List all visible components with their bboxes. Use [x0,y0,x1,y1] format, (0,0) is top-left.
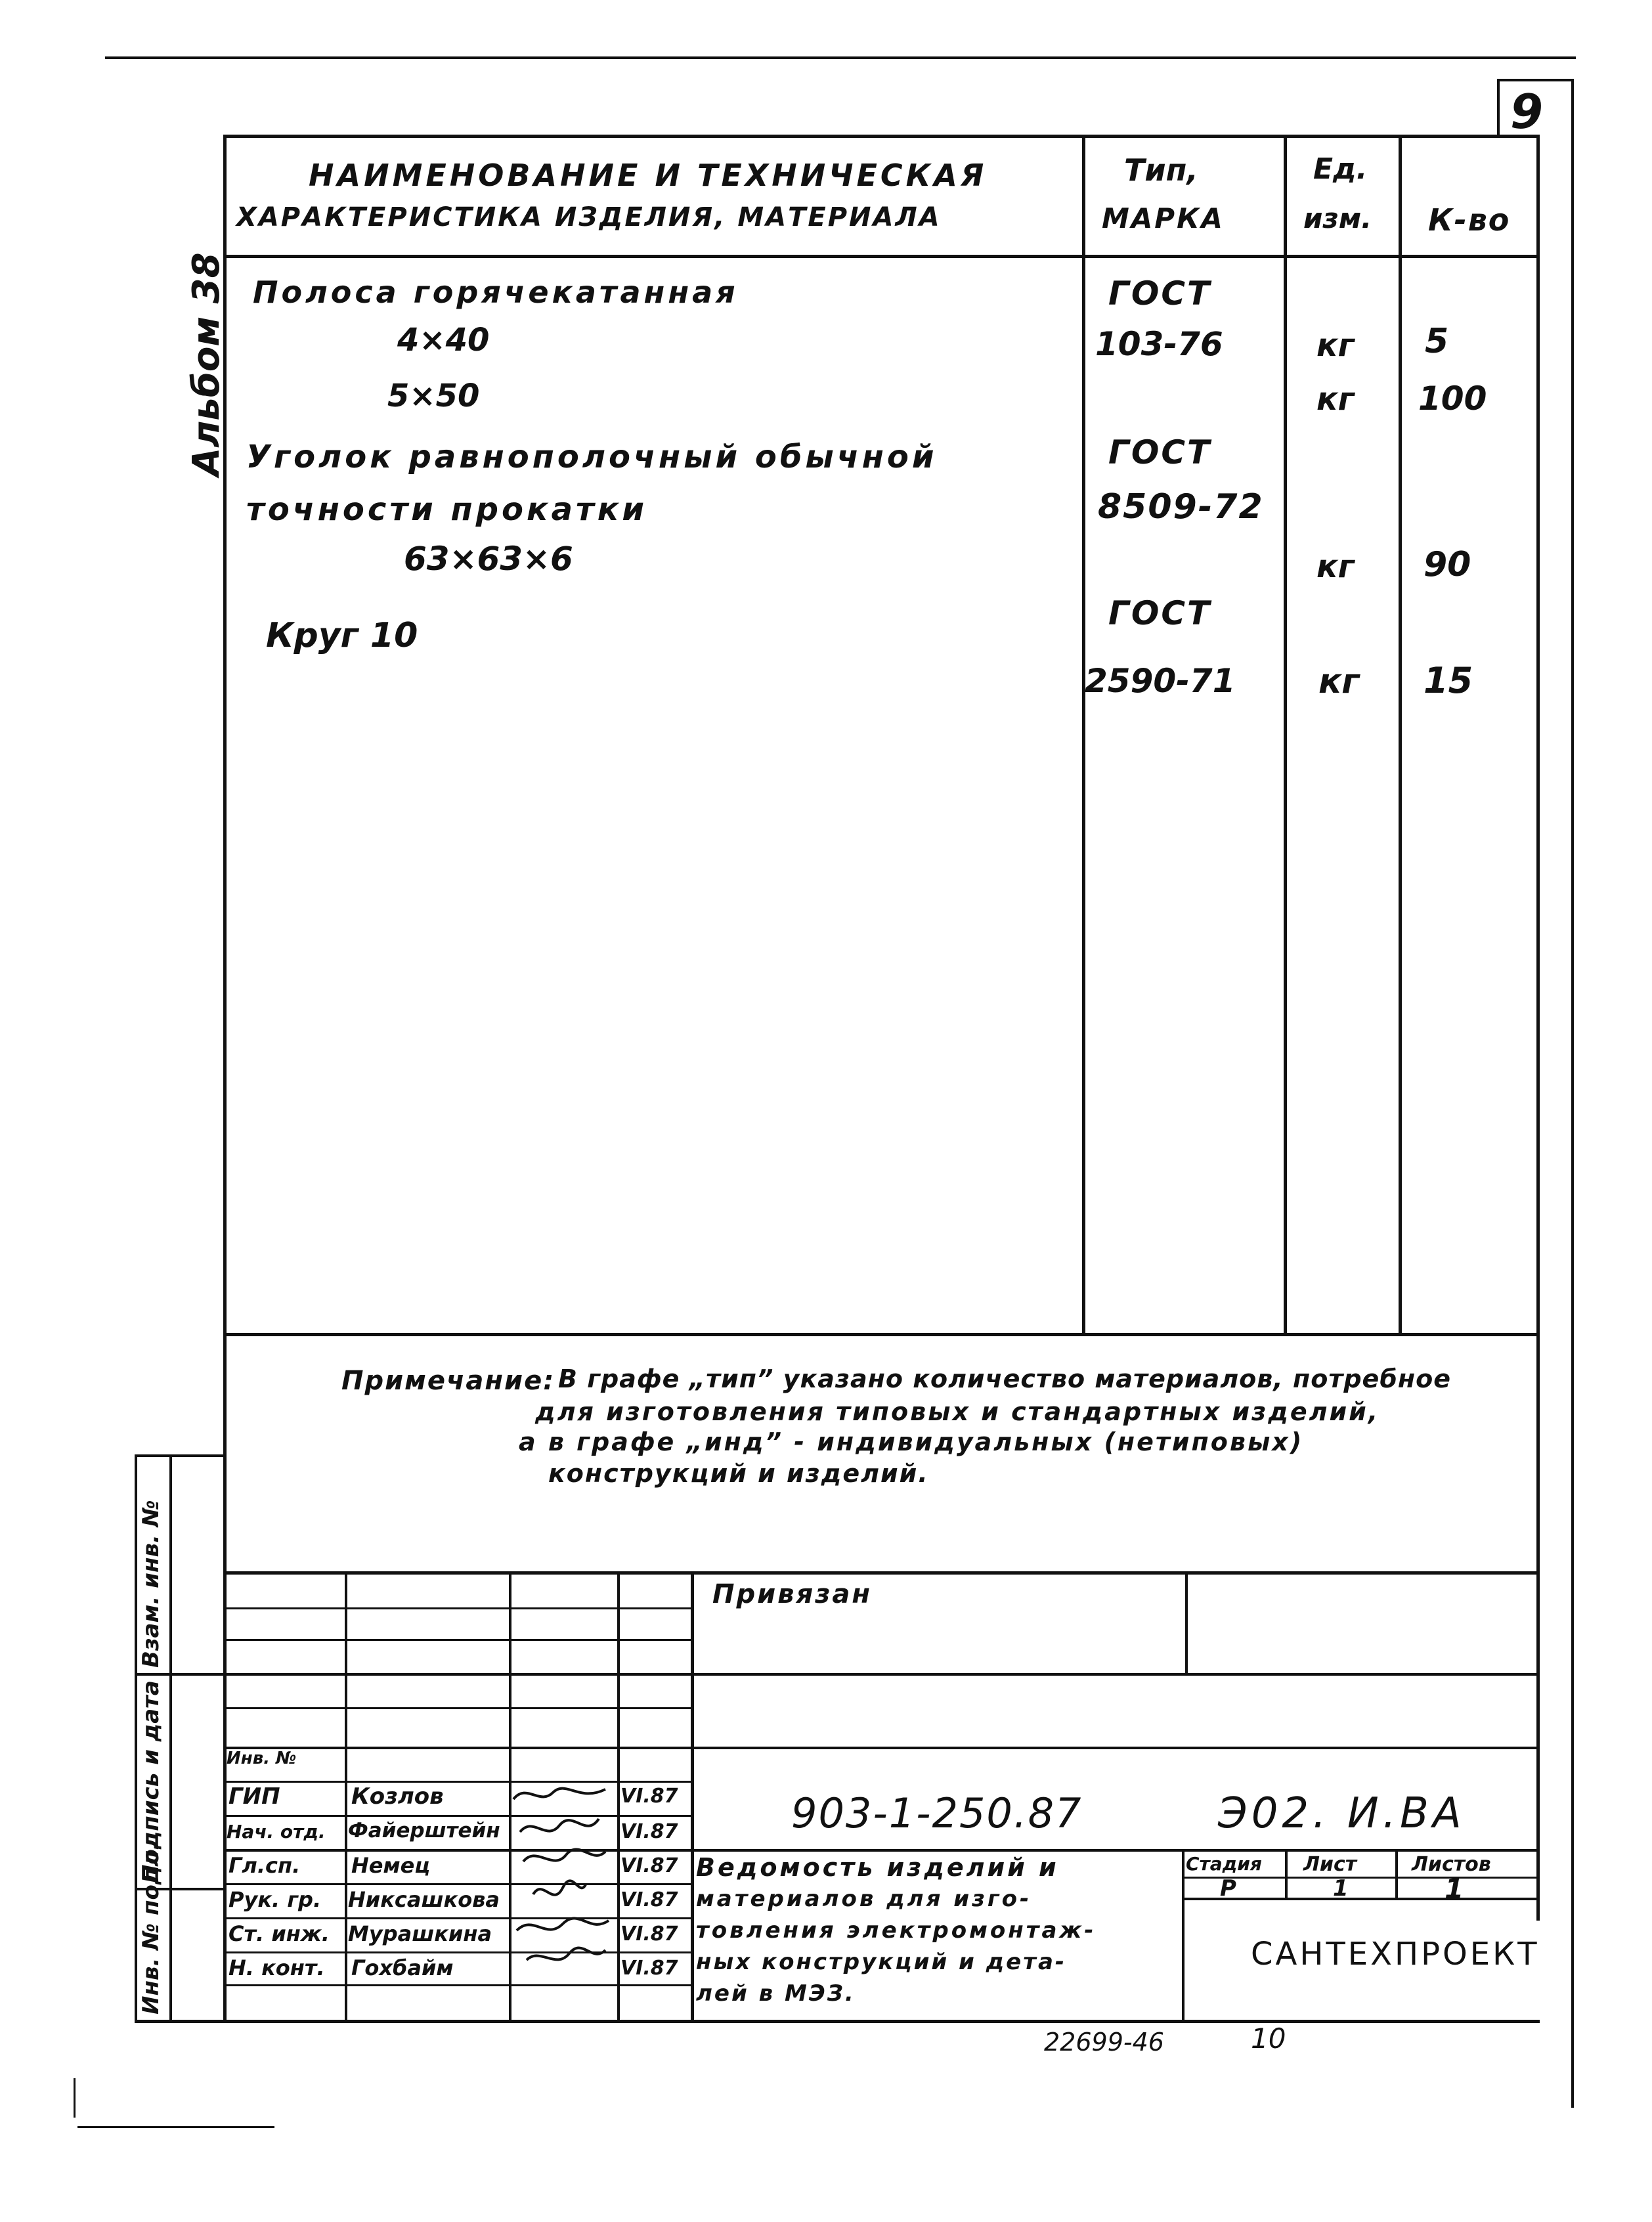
stamp-row-line-h [223,1849,1540,1852]
stamp-sheet-value: 1 [1333,1875,1349,1902]
header-type-line2: МАРКА [1102,202,1225,234]
stamp-row-line-b [223,1639,693,1641]
row6-name: 63×63×6 [404,540,573,578]
signer-name-1: Файерштейн [348,1819,500,1842]
row7-type: ГОСТ [1108,594,1212,632]
signer-role-1: Нач. отд. [227,1821,326,1842]
stamp-title-line2: материалов для изго- [696,1886,1032,1912]
note-label: Примечание: [341,1366,555,1396]
corner-mark-vertical [74,2078,76,2118]
note-top-line [223,1333,1540,1336]
side-stamp-left-line [135,1454,137,2022]
row6-unit: кг [1316,548,1355,585]
signer-name-2: Немец [351,1853,431,1878]
stamp-stage-div1 [1285,1849,1288,1899]
col-qty-divider [1399,135,1402,1336]
signer-name-5: Гохбайм [351,1955,454,1980]
side-label-podpis: Подпись и дата [138,1680,164,1883]
side-stamp-div1 [135,1673,225,1676]
side-label-vzam: Взам. инв. № [138,1500,164,1668]
signer-date-2: VI.87 [620,1854,678,1877]
signer-name-0: Козлов [351,1783,444,1810]
stamp-top-line [223,1571,1540,1575]
stamp-stage-label: Стадия [1186,1853,1262,1875]
stamp-title-line1: Ведомость изделий и [696,1853,1059,1882]
stamp-code: 903-1-250.87 [791,1789,1083,1837]
stamp-privyazan-divider [1185,1571,1188,1675]
row8-type: 2590-71 [1085,662,1236,700]
table-outer-right-line [1536,135,1540,1921]
row3-qty: 100 [1418,380,1487,418]
stamp-row-line-k [223,1951,693,1953]
stamp-privyazan: Привязан [712,1579,873,1609]
table-top-line [223,135,1540,138]
vertical-album-title: Альбом 38 [185,252,228,476]
stamp-row-line-f [223,1781,693,1783]
stamp-row-line-i [223,1883,693,1885]
note-line1: В графе „тип” указано количество материалов, потребное [558,1364,1451,1393]
row2-type: 103-76 [1095,325,1223,363]
row6-qty: 90 [1424,545,1471,584]
stamp-sheet-label: Лист [1303,1853,1357,1876]
stamp-organization: САНТЕХПРОЕКТ [1251,1936,1540,1972]
header-name-line1: НАИМЕНОВАНИЕ И ТЕХНИЧЕСКАЯ [309,158,988,193]
note-line2: для изготовления типовых и стандартных изделий, [535,1397,1380,1426]
signer-name-3: Никсашкова [348,1887,500,1912]
row1-name: Полоса горячекатанная [253,274,739,310]
stamp-title-line3: товления электромонтаж- [696,1917,1097,1944]
col-unit-divider [1284,135,1287,1336]
signer-role-5: Н. конт. [228,1955,325,1980]
row8-qty: 15 [1424,660,1473,701]
page-number-box-left [1497,79,1500,137]
row8-unit: кг [1318,662,1360,701]
signature-scribbles [507,1779,619,1976]
side-stamp-mid-line [169,1454,172,2022]
footer-number: 22699-46 [1044,2028,1164,2057]
signer-date-0: VI.87 [620,1785,678,1808]
side-stamp-top-line [135,1454,225,1457]
stamp-sheet-code: Э02. И.ВА [1218,1789,1466,1838]
signer-role-0: ГИП [228,1783,280,1810]
row4-type: ГОСТ [1108,433,1212,471]
row2-name: 4×40 [397,322,490,359]
side-label-inv: Инв. № подл. [138,1841,164,2015]
row4-name: Уголок равнополочный обычной [246,439,938,475]
stamp-col-main [691,1571,694,2021]
stamp-row-line-a [223,1607,693,1609]
stamp-sheets-label: Листов [1412,1853,1491,1876]
header-unit-line2: изм. [1303,202,1372,234]
stamp-sheets-value: 1 [1445,1873,1464,1905]
signer-date-4: VI.87 [620,1923,678,1946]
signer-role-3: Рук. гр. [228,1887,322,1912]
corner-mark-horizontal [77,2126,274,2128]
row1-type: ГОСТ [1108,274,1212,313]
signer-role-4: Ст. инж. [228,1921,330,1946]
stamp-inv-no: Инв. № [227,1749,297,1768]
header-name-line2: ХАРАКТЕРИСТИКА ИЗДЕЛИЯ, МАТЕРИАЛА [236,202,942,232]
stamp-row-line-d [223,1707,693,1709]
stamp-col-name [345,1571,347,2021]
header-qty: К-во [1428,202,1511,238]
header-unit-line1: Ед. [1313,152,1368,186]
header-bottom-line [223,255,1540,258]
stamp-row-line-g [223,1815,693,1817]
row2-qty: 5 [1425,322,1449,361]
row5-type: 8509-72 [1098,487,1264,527]
col-type-divider [1082,135,1085,1336]
page-number: 9 [1510,84,1544,139]
note-line3: а в графе „инд” - индивидуальных (нетиповых) [519,1427,1304,1456]
row2-unit: кг [1316,327,1355,364]
signer-name-4: Мурашкина [348,1921,492,1946]
page-right-border [1571,79,1574,2108]
row3-name: 5×50 [387,378,480,414]
page-number-box-top [1497,79,1573,81]
stamp-title-line4: ных конструкций и дета- [696,1949,1066,1975]
signer-date-5: VI.87 [620,1957,678,1980]
stamp-row-line-l [223,1984,693,1986]
signer-date-1: VI.87 [620,1820,678,1843]
stamp-stage-div2 [1395,1849,1398,1899]
stamp-row-line-j [223,1917,693,1919]
stamp-row-line-e [223,1747,1540,1749]
stamp-stage-value: Р [1220,1875,1236,1902]
note-line4: конструкций и изделий. [548,1459,929,1488]
header-type-line1: Тип, [1124,152,1198,188]
signer-date-3: VI.87 [620,1888,678,1911]
stamp-row-line-c [223,1673,1540,1676]
row5-name: точности прокатки [246,491,648,528]
top-border-line [105,56,1576,59]
stamp-title-line5: лей в МЭЗ. [696,1980,856,2007]
row7-name: Круг 10 [266,616,418,655]
signer-role-2: Гл.сп. [228,1853,301,1878]
stamp-stage-left [1182,1849,1185,2021]
row3-unit: кг [1316,381,1355,418]
footer-page: 10 [1251,2022,1286,2055]
